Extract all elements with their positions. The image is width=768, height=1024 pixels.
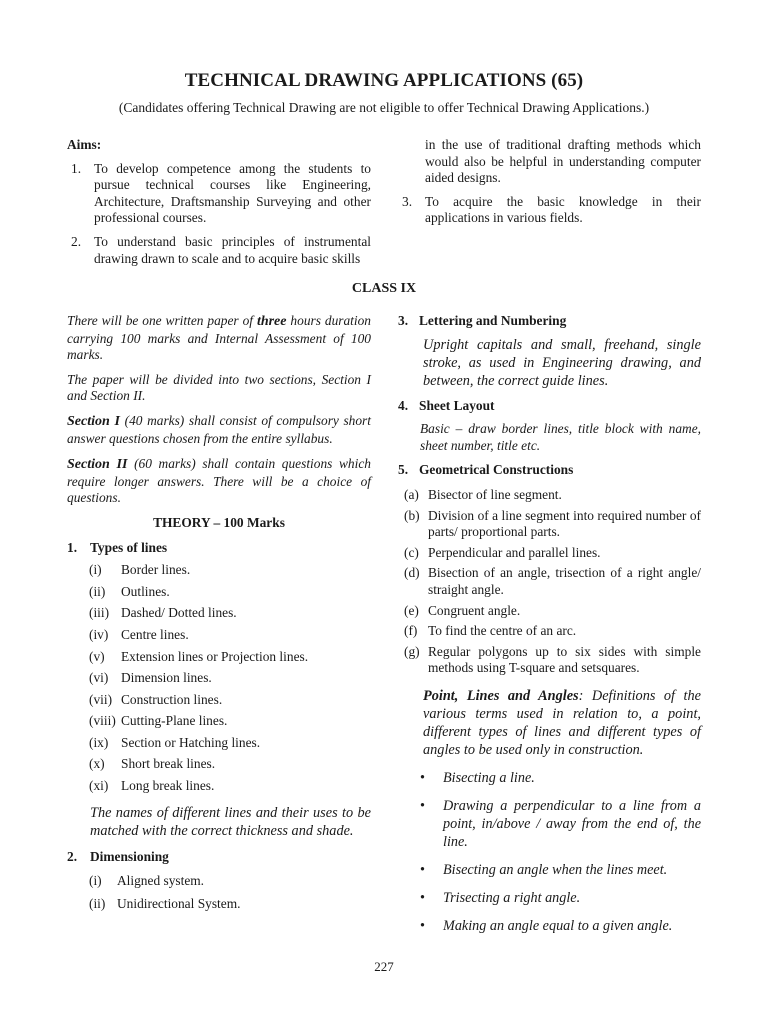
- list-item: [398, 623, 701, 640]
- list-item-text: Outlines.: [121, 583, 170, 599]
- list-item-text: Dimension lines.: [121, 670, 212, 686]
- list-item-number: (iii): [89, 605, 110, 621]
- list-item: [67, 627, 371, 644]
- bullet-item: [418, 861, 701, 879]
- section-number: 5.: [398, 462, 409, 478]
- bullet-icon: •: [420, 917, 425, 934]
- list-item: [398, 644, 701, 677]
- list-item-number: (xi): [89, 778, 109, 794]
- list-item-number: (x): [89, 756, 105, 772]
- left-column: [67, 313, 371, 912]
- list-item: [398, 603, 701, 620]
- section-heading: [398, 462, 701, 479]
- list-item: [67, 584, 371, 601]
- list-item-number: (iv): [89, 626, 109, 642]
- aims-item: [398, 194, 701, 227]
- aims-continued: [398, 137, 701, 227]
- intro-paragraph: [67, 313, 371, 364]
- list-item-text: Short break lines.: [121, 756, 216, 772]
- list-item-number: (vi): [89, 670, 109, 686]
- bullet-icon: •: [420, 797, 425, 814]
- section-number: 1.: [67, 539, 78, 555]
- bullet-list: [398, 769, 701, 935]
- intro-paragraph: [67, 456, 371, 507]
- section-number: 3.: [398, 313, 409, 328]
- intro-text: There will be one written paper of: [67, 313, 257, 328]
- intro-text: (40 marks) shall consist of compulsory short answer questions chosen from the entire syllabus.: [67, 412, 371, 446]
- list-item-number: (ix): [89, 734, 109, 750]
- section-heading: [398, 313, 701, 330]
- aims-heading: Aims:: [67, 137, 102, 152]
- list-item-text: Bisection of an angle, trisection of a right angle/ straight angle.: [428, 565, 701, 597]
- section-title: Types of lines: [90, 539, 168, 555]
- list-item-text: Extension lines or Projection lines.: [121, 648, 309, 664]
- intro-bold: Section I: [67, 413, 120, 429]
- aims-item-number: 3.: [402, 193, 413, 209]
- section-number: 4.: [398, 397, 409, 413]
- list-item: [67, 896, 371, 913]
- list-item-text: Perpendicular and parallel lines.: [428, 544, 601, 560]
- intro-bold: Section II: [67, 457, 128, 473]
- list-item: [67, 873, 371, 890]
- lettering-text: Upright capitals and small, freehand, single stroke, as used in Engineering drawing, and between, the correct guide lines.: [423, 336, 701, 389]
- bullet-text: Bisecting a line.: [443, 769, 535, 786]
- geometrical-list: [398, 487, 701, 677]
- list-item: [67, 605, 371, 622]
- list-item-text: Division of a line segment into required number of parts/ proportional parts.: [428, 507, 701, 540]
- theory-heading: THEORY – 100 Marks: [153, 514, 285, 530]
- list-item-text: Border lines.: [121, 562, 191, 578]
- aims-item-number: 1.: [71, 160, 82, 176]
- aims-section: [67, 137, 371, 267]
- list-item-text: To find the centre of an arc.: [428, 623, 577, 639]
- point-lines-angles-text: : Definitions of the various terms used in relation to, a point, different types of lines and different types of angles to be used only in construction.: [423, 687, 701, 758]
- bullet-text: Making an angle equal to a given angle.: [443, 917, 673, 934]
- page-number: 227: [374, 959, 394, 974]
- aims-item-text: To develop competence among the students to pursue technical courses like Engineering, Architecture, Draftsmanship Surveying and other professional courses.: [94, 160, 371, 226]
- list-item: [67, 735, 371, 752]
- right-column: [398, 313, 701, 935]
- bullet-icon: •: [420, 861, 425, 878]
- section-title: Sheet Layout: [419, 397, 495, 413]
- list-item-number: (i): [89, 873, 102, 889]
- list-item: [67, 713, 371, 730]
- list-item: [398, 545, 701, 562]
- list-item: [67, 670, 371, 687]
- bullet-icon: •: [420, 889, 425, 906]
- list-item-text: Centre lines.: [121, 626, 189, 642]
- point-lines-angles-paragraph: [398, 687, 701, 759]
- bullet-item: [418, 769, 701, 787]
- aims-item-text: To understand basic principles of instrumental drawing drawn to scale and to acquire basic skills: [94, 233, 371, 266]
- list-item: [398, 508, 701, 541]
- list-item: [398, 565, 701, 598]
- list-item-number: (e): [404, 602, 419, 618]
- aims-item: [67, 234, 371, 267]
- section-heading: [67, 540, 371, 557]
- list-item-number: (a): [404, 486, 419, 502]
- list-item-text: Regular polygons up to six sides with simple methods using T-square and setsquares.: [428, 643, 701, 676]
- intro-text: hours duration carrying 100 marks and Internal Assessment of 100 marks.: [67, 313, 371, 363]
- list-item-text: Aligned system.: [117, 873, 205, 889]
- section-title: Dimensioning: [90, 848, 169, 864]
- intro-paragraph: The paper will be divided into two sections, Section I and Section II.: [67, 371, 371, 404]
- list-item-text: Construction lines.: [121, 691, 223, 707]
- list-item-number: (b): [404, 507, 420, 523]
- bullet-item: [418, 917, 701, 935]
- intro-paragraph: [67, 413, 371, 447]
- list-item-number: (i): [89, 562, 102, 578]
- class-heading: CLASS IX: [351, 281, 417, 296]
- aims-continuation-text: in the use of traditional drafting methods which would also be helpful in understanding computer aided designs.: [425, 137, 701, 186]
- aims-item-text: To acquire the basic knowledge in their applications in various fields.: [425, 193, 701, 226]
- aims-item-number: 2.: [71, 233, 82, 249]
- types-of-lines-list: [67, 562, 371, 795]
- list-item: [67, 562, 371, 579]
- list-item-text: Bisector of line segment.: [428, 486, 562, 502]
- list-item-number: (ii): [89, 583, 106, 599]
- list-item-text: Long break lines.: [121, 778, 215, 794]
- page-title: TECHNICAL DRAWING APPLICATIONS (65): [184, 70, 584, 91]
- list-item-text: Dashed/ Dotted lines.: [121, 605, 237, 621]
- list-item-number: (c): [404, 544, 419, 560]
- list-item: [67, 756, 371, 773]
- section-heading: [67, 849, 371, 866]
- list-item-text: Cutting-Plane lines.: [121, 713, 228, 729]
- intro-bold: three: [256, 314, 287, 329]
- list-item-number: (d): [404, 565, 420, 581]
- bullet-item: [418, 797, 701, 851]
- sheet-layout-text: Basic – draw border lines, title block with name, sheet number, title etc.: [420, 421, 701, 453]
- bullet-text: Drawing a perpendicular to a line from a point, in/above / away from the end of, the line.: [443, 797, 701, 850]
- list-item-number: (v): [89, 648, 105, 664]
- list-item: [67, 692, 371, 709]
- list-item-number: (g): [404, 643, 420, 659]
- bullet-text: Trisecting a right angle.: [443, 889, 581, 906]
- list-item: [67, 649, 371, 666]
- bullet-text: Bisecting an angle when the lines meet.: [443, 861, 668, 878]
- types-of-lines-note: The names of different lines and their uses to be matched with the correct thickness and shade.: [90, 804, 371, 839]
- intro-text: (60 marks) shall contain questions which require longer answers. There will be a choice of questions.: [67, 456, 371, 506]
- section-title: Lettering and Numbering: [419, 313, 567, 328]
- bullet-icon: •: [420, 769, 425, 786]
- list-item-number: (f): [404, 623, 418, 639]
- list-item-text: Congruent angle.: [428, 602, 521, 618]
- list-item: [398, 487, 701, 504]
- bullet-item: [418, 889, 701, 907]
- list-item: [67, 778, 371, 795]
- section-title: Geometrical Constructions: [419, 462, 574, 478]
- list-item-number: (ii): [89, 895, 106, 911]
- section-number: 2.: [67, 848, 78, 864]
- list-item-number: (viii): [89, 713, 116, 729]
- page-subtitle: (Candidates offering Technical Drawing are not eligible to offer Technical Drawing Applications.): [118, 100, 650, 115]
- list-item-text: Unidirectional System.: [117, 895, 241, 911]
- section-heading: [398, 398, 701, 415]
- point-lines-angles-heading: Point, Lines and Angles: [423, 687, 579, 704]
- list-item-text: Section or Hatching lines.: [121, 734, 261, 750]
- aims-item: [67, 161, 371, 227]
- list-item-number: (vii): [89, 691, 113, 707]
